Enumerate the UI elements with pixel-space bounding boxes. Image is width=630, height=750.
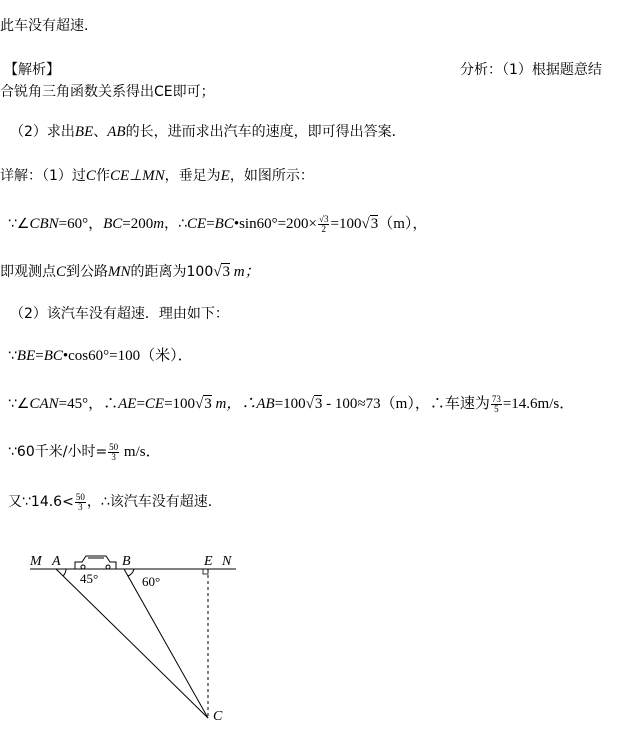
distance-line: 即观测点C到公路MN的距离为100√3 m；	[0, 264, 260, 280]
cbn-line: ∵∠CBN=60°，BC=200m，∴CE=BC•sin60°=200× $\frac{√3}{2}$ =100√3（m），	[8, 213, 428, 234]
jiexi-heading: 【解析】	[4, 62, 60, 78]
label-angle-45: 45°	[80, 571, 99, 586]
angle-arc-b	[128, 569, 134, 576]
fraction-73-over-5: $\frac{73}{5}$	[491, 393, 501, 414]
right-angle-marker	[203, 569, 208, 574]
fraction-sqrt3-over-2: $\frac{√3}{2}$	[319, 213, 329, 234]
analysis-heading: 分析：（1）根据题意结	[460, 62, 602, 78]
speed-line: ∵60千米/小时= $\frac{50}{3}$ m/s．	[8, 441, 161, 462]
final-line: 又∵14.6< $\frac{50}{3}$ ，∴该汽车没有超速．	[8, 491, 222, 512]
car-icon	[75, 556, 116, 569]
label-b: B	[122, 554, 131, 569]
be-line: ∵BE=BC•cos60°=100（米）．	[8, 348, 193, 364]
fraction-50-over-3: $\frac{50}{3}$	[75, 491, 85, 512]
label-angle-60: 60°	[142, 574, 161, 589]
analysis-continuation: 合锐角三角函数关系得出CE即可；	[0, 84, 215, 100]
sqrt-3: √3	[361, 216, 379, 232]
intro-text: 此车没有超速.	[0, 18, 89, 34]
label-n: N	[222, 554, 232, 569]
line-ac	[56, 569, 208, 718]
line-bc	[124, 569, 208, 718]
label-a: A	[52, 554, 61, 569]
detail-line: 详解：（1）过C作CE⊥MN，垂足为E，如图所示：	[0, 168, 314, 184]
part2-line: （2）该汽车没有超速．理由如下：	[10, 306, 229, 322]
label-e: E	[204, 554, 213, 569]
sqrt-3: √3	[213, 264, 230, 280]
angle-arc-a	[63, 569, 66, 576]
part2-analysis: （2）求出BE、AB的长，进而求出汽车的速度，即可得出答案．	[10, 124, 406, 140]
geometry-figure	[0, 540, 300, 740]
label-m: M	[30, 554, 42, 569]
fraction-50-over-3: $\frac{50}{3}$	[109, 441, 119, 462]
label-c: C	[213, 709, 223, 724]
can-line: ∵∠CAN=45°，∴AE=CE=100√3 m，∴AB=100√3 - 100≈73（m），∴车速为 $\frac{73}{5}$ =14.6m/s．	[8, 393, 575, 414]
